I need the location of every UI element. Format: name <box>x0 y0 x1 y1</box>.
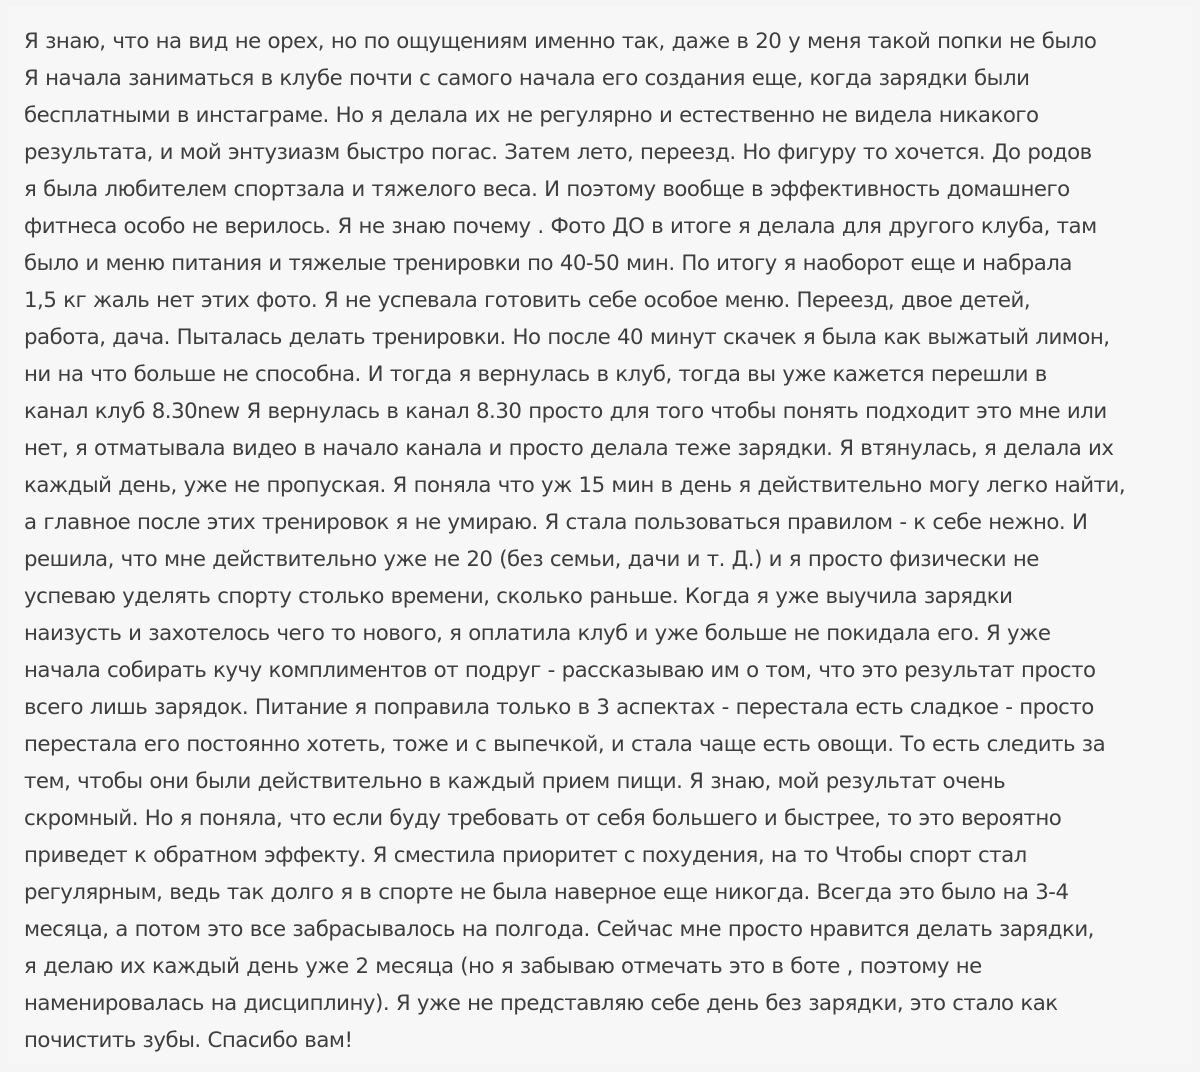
review-text-line: почистить зубы. Спасибо вам! <box>24 1028 353 1053</box>
review-text-line: работа, дача. Пыталась делать тренировки. Но после 40 минут скачек я была как выжатый лимон, <box>24 325 1110 350</box>
review-text-line: начала собирать кучу комплиментов от подруг - рассказываю им о том, что это результат просто <box>24 658 1096 683</box>
review-text-line: наизусть и захотелось чего то нового, я оплатила клуб и уже больше не покидала его. Я уже <box>24 621 1051 646</box>
review-text-line: наменировалась на дисциплину). Я уже не представляю себе день без зарядки, это стало как <box>24 991 1058 1016</box>
review-text-line: ни на что больше не способна. И тогда я вернулась в клуб, тогда вы уже кажется перешли в <box>24 362 1047 387</box>
review-text-line: каждый день, уже не пропуская. Я поняла что уж 15 мин в день я действительно могу легко найти, <box>24 473 1126 498</box>
review-text-line: Я знаю, что на вид не орех, но по ощущениям именно так, даже в 20 у меня такой попки не было <box>24 29 1097 54</box>
review-text-line: нет, я отматывала видео в начало канала и просто делала теже зарядки. Я втянулась, я делала их <box>24 436 1114 461</box>
review-text-line: решила, что мне действительно уже не 20 (без семьи, дачи и т. Д.) и я просто физически не <box>24 547 1039 572</box>
review-text-line: фитнеса особо не верилось. Я не знаю почему . Фото ДО в итоге я делала для другого клуба, там <box>24 214 1097 239</box>
review-text-card <box>8 6 1192 1064</box>
review-text-line: месяца, а потом это все забрасывалось на полгода. Сейчас мне просто нравится делать зарядки, <box>24 917 1094 942</box>
review-text-line: всего лишь зарядок. Питание я поправила только в 3 аспектах - перестала есть сладкое - просто <box>24 695 1094 720</box>
review-text-line: 1,5 кг жаль нет этих фото. Я не успевала готовить себе особое меню. Переезд, двое детей, <box>24 288 1031 313</box>
review-text-line: Я начала заниматься в клубе почти с самого начала его создания еще, когда зарядки были <box>24 66 1030 91</box>
review-text-line: я была любителем спортзала и тяжелого веса. И поэтому вообще в эффективность домашнего <box>24 177 1070 202</box>
review-text-line: регулярным, ведь так долго я в спорте не была наверное еще никогда. Всегда это было на 3-4 <box>24 880 1069 905</box>
review-text-line: а главное после этих тренировок я не умираю. Я стала пользоваться правилом - к себе нежно. И <box>24 510 1088 535</box>
review-text-line: канал клуб 8.30new Я вернулась в канал 8.30 просто для того чтобы понять подходит это мне или <box>24 399 1107 424</box>
review-text-line: бесплатными в инстаграме. Но я делала их не регулярно и естественно не видела никакого <box>24 103 1039 128</box>
review-text-line: приведет к обратном эффекту. Я сместила приоритет с похудения, на то Чтобы спорт стал <box>24 843 1027 868</box>
review-text-line: результата, и мой энтузиазм быстро погас. Затем лето, переезд. Но фигуру то хочется. До родов <box>24 140 1092 165</box>
review-text-line: успеваю уделять спорту столько времени, сколько раньше. Когда я уже выучила зарядки <box>24 584 1013 609</box>
review-text-line: тем, чтобы они были действительно в каждый прием пищи. Я знаю, мой результат очень <box>24 769 1006 794</box>
review-text-line: перестала его постоянно хотеть, тоже и с выпечкой, и стала чаще есть овощи. То есть следить за <box>24 732 1106 757</box>
review-text-line: было и меню питания и тяжелые тренировки по 40-50 мин. По итогу я наоборот еще и набрала <box>24 251 1072 276</box>
review-text-line: скромный. Но я поняла, что если буду требовать от себя большего и быстрее, то это вероятно <box>24 806 1062 831</box>
review-text-line: я делаю их каждый день уже 2 месяца (но я забываю отмечать это в боте , поэтому не <box>24 954 982 979</box>
